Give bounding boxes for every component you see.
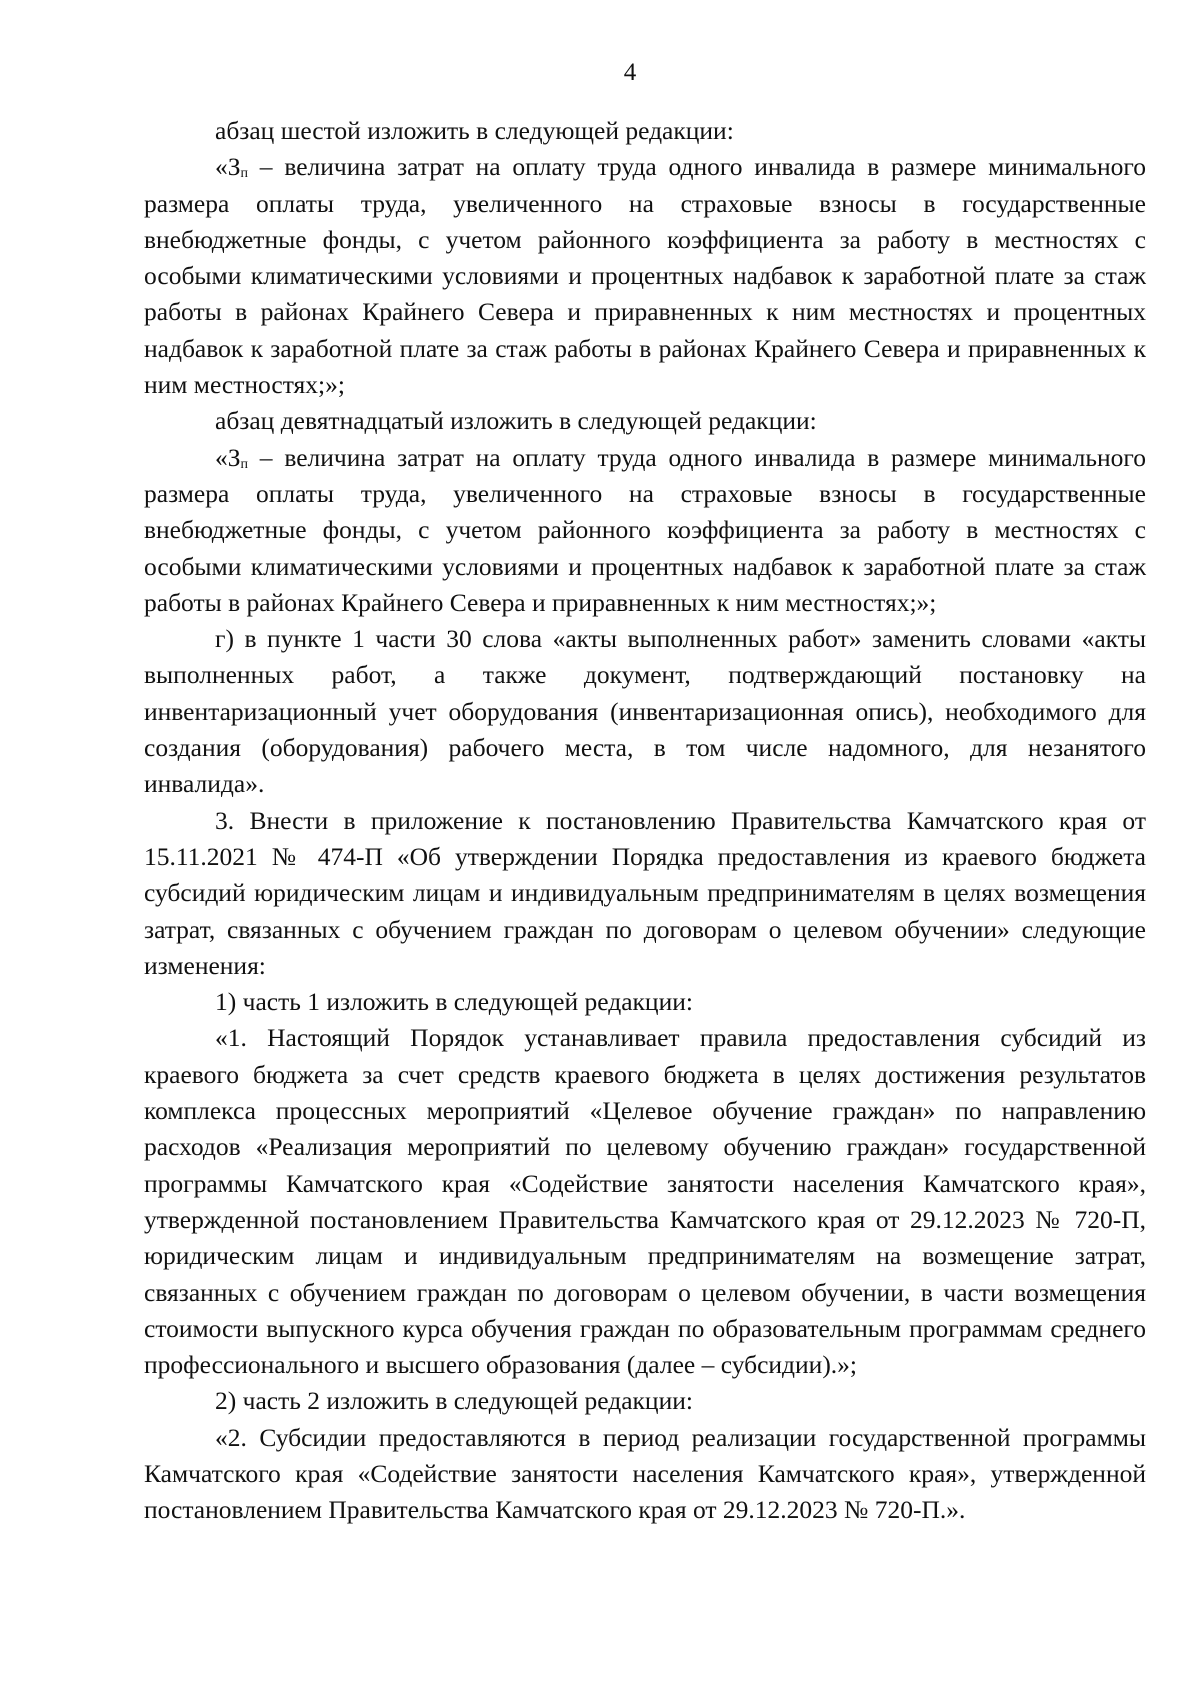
zp-subscript: п [240,166,249,182]
paragraph-item-3: 3. Внести в приложение к постановлению Правительства Камчатского края от 15.11.2021 № 474-П «Об утверждении Порядка предоставления из краевого бюджета субсидий юридическим лицам и индивидуальным предпринимателям в целях возмещения затрат, связанных с обучением граждан по договорам о целевом обучении» следующие изменения: [144,805,1146,980]
paragraph-abzac-shestoi: абзац шестой изложить в следующей редакции: [215,116,734,145]
paragraph-part-1-heading: 1) часть 1 изложить в следующей редакции: [215,987,693,1017]
page-number: 4 [623,59,637,86]
zp-symbol: «З [215,442,241,472]
document-body [144,113,1146,1529]
zp-symbol: «З [215,152,241,182]
paragraph-part-2-text: «2. Субсидии предоставляются в период реализации государственной программы Камчатского края «Содействие занятости населения Камчатского края», утвержденной постановлением Правительства Камчатского края от 29.12.2023 № 720-П.». [144,1422,1146,1525]
zp-definition-text: – величина затрат на оплату труда одного инвалида в размере минимального размера оплаты труда, увеличенного на страховые взносы в государственные внебюджетные фонды, с учетом районного коэффициента за работу в местностях с особыми климатическими условиями и процентных надбавок к заработной плате за стаж работы в районах Крайнего Севера и приравненных к ним местностях;»; [144,442,1146,617]
zp-definition-text: – величина затрат на оплату труда одного инвалида в размере минимального размера оплаты труда, увеличенного на страховые взносы в государственные внебюджетные фонды, с учетом районного коэффициента за работу в местностях с особыми климатическими условиями и процентных надбавок к заработной плате за стаж работы в районах Крайнего Севера и приравненных к ним местностях и процентных надбавок к заработной плате за стаж работы в районах Крайнего Севера и приравненных к ним местностях;»; [144,152,1146,400]
paragraph-part-1-text: «1. Настоящий Порядок устанавливает правила предоставления субсидий из краевого бюджета за счет средств краевого бюджета в целях достижения результатов комплекса процессных мероприятий «Целевое обучение граждан» по направлению расходов «Реализация мероприятий по целевому обучению граждан» государственной программы Камчатского края «Содействие занятости населения Камчатского края», утвержденной постановлением Правительства Камчатского края от 29.12.2023 № 720-П, юридическим лицам и индивидуальным предпринимателям на возмещение затрат, связанных с обучением граждан по договорам о целевом обучении, в части возмещения стоимости выпускного курса обучения граждан по образовательным программам среднего профессионального и высшего образования (далее – субсидии).»; [144,1023,1146,1380]
paragraph-item-g: г) в пункте 1 части 30 слова «акты выполненных работ» заменить словами «акты выполненных работ, а также документ, подтверждающий постановку на инвентаризационный учет оборудования (инвентаризационная опись), необходимого для создания (оборудования) рабочего места, в том числе надомного, для незанятого инвалида». [144,624,1146,799]
paragraph-abzac-devyatnadcatyi: абзац девятнадцатый изложить в следующей редакции: [215,406,817,436]
paragraph-zp-definition-2 [144,440,1146,621]
paragraph-part-2-heading: 2) часть 2 изложить в следующей редакции: [215,1386,693,1416]
zp-subscript: п [240,456,249,472]
paragraph-zp-definition-1 [144,149,1146,403]
